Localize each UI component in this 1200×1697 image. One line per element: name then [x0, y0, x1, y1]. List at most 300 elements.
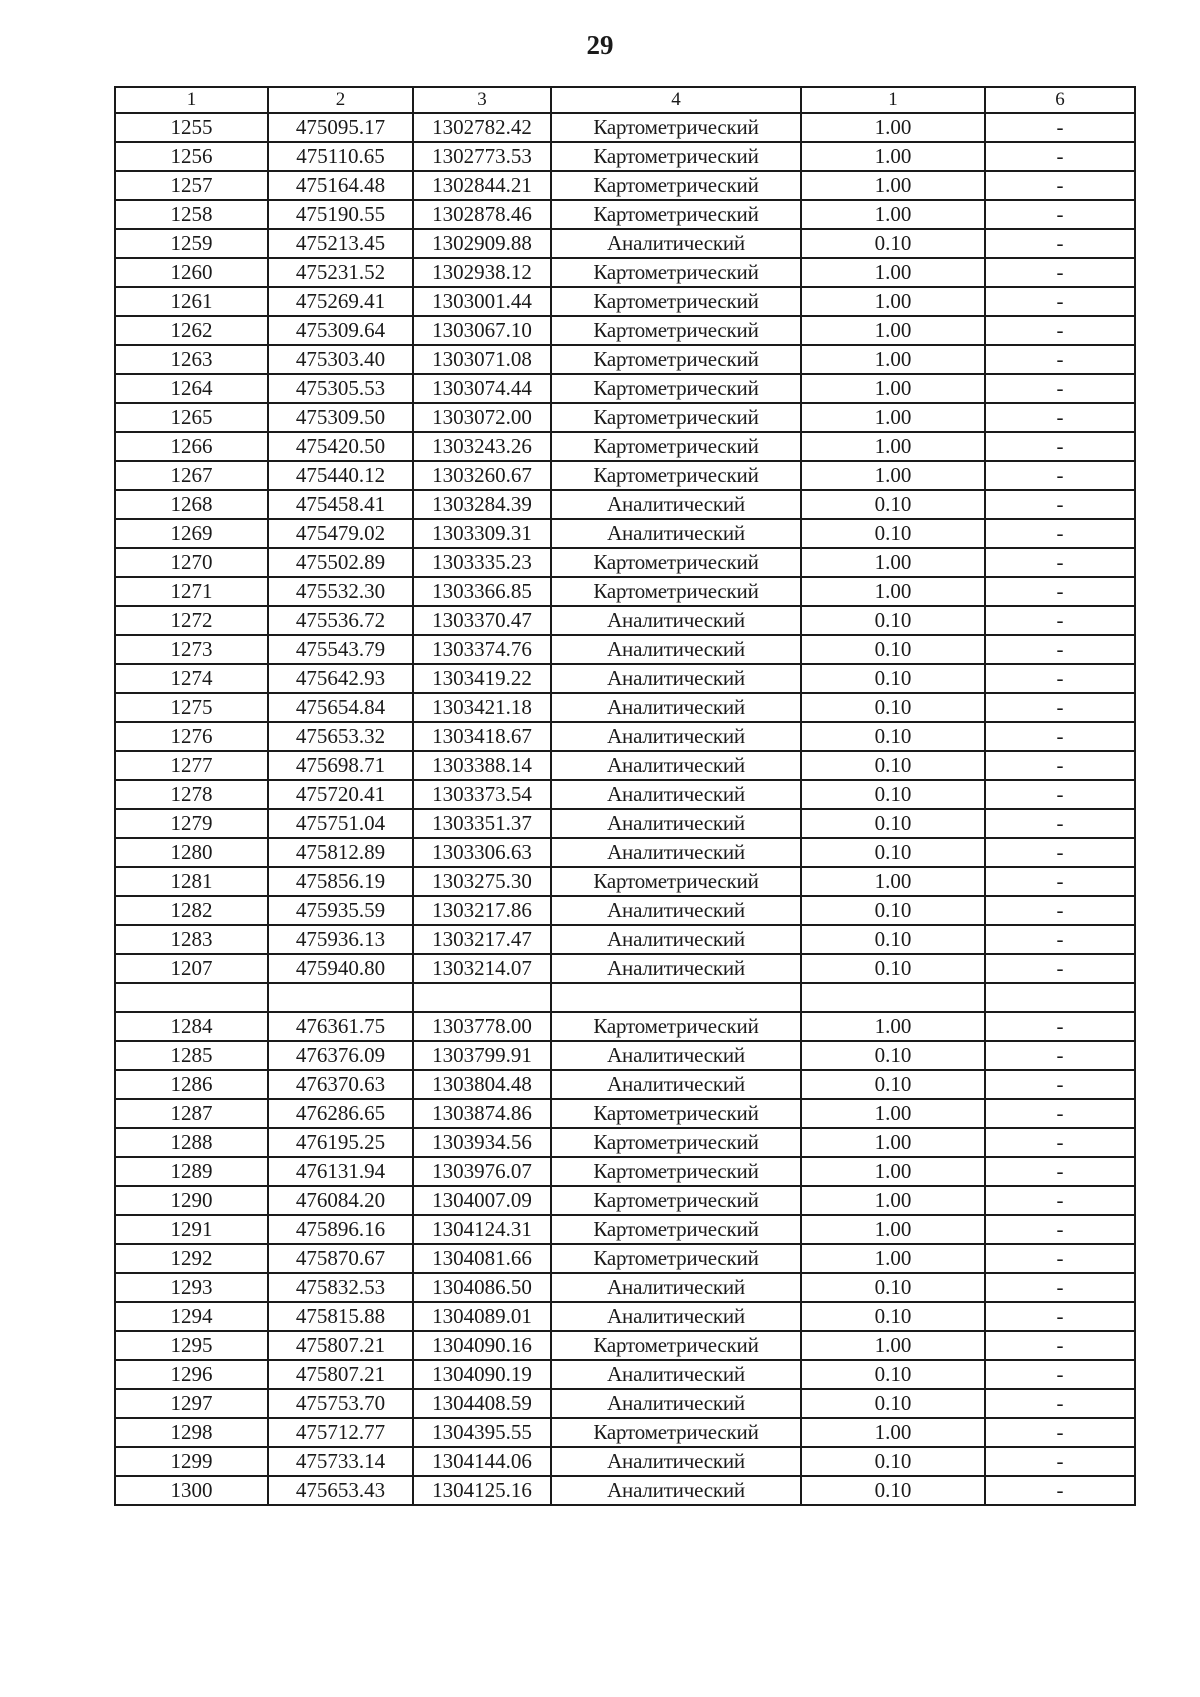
point-number-cell: 1256	[115, 142, 268, 171]
table-row	[115, 838, 1135, 867]
point-number-cell: 1265	[115, 403, 268, 432]
accuracy-cell: 0.10	[801, 664, 985, 693]
point-number-cell: 1268	[115, 490, 268, 519]
accuracy-cell: 0.10	[801, 896, 985, 925]
note-cell: -	[985, 1099, 1135, 1128]
note-cell: -	[985, 316, 1135, 345]
method-cell: Картометрический	[551, 577, 801, 606]
x-coordinate-cell: 475303.40	[268, 345, 413, 374]
table-row	[115, 171, 1135, 200]
x-coordinate-cell: 475653.32	[268, 722, 413, 751]
table-row	[115, 142, 1135, 171]
y-coordinate-cell: 1303934.56	[413, 1128, 551, 1157]
point-number-cell: 1282	[115, 896, 268, 925]
y-coordinate-cell: 1303260.67	[413, 461, 551, 490]
note-cell: -	[985, 1302, 1135, 1331]
note-cell: -	[985, 432, 1135, 461]
point-number-cell: 1269	[115, 519, 268, 548]
note-cell: -	[985, 838, 1135, 867]
y-coordinate-cell: 1304408.59	[413, 1389, 551, 1418]
x-coordinate-cell: 475164.48	[268, 171, 413, 200]
note-cell: -	[985, 896, 1135, 925]
point-number-cell: 1266	[115, 432, 268, 461]
note-cell: -	[985, 142, 1135, 171]
point-number-cell: 1279	[115, 809, 268, 838]
table-row	[115, 896, 1135, 925]
x-coordinate-cell: 475458.41	[268, 490, 413, 519]
table-row	[115, 287, 1135, 316]
point-number-cell: 1299	[115, 1447, 268, 1476]
method-cell: Аналитический	[551, 1041, 801, 1070]
method-cell: Аналитический	[551, 606, 801, 635]
method-cell: Картометрический	[551, 113, 801, 142]
point-number-cell: 1277	[115, 751, 268, 780]
point-number-cell: 1291	[115, 1215, 268, 1244]
x-coordinate-cell: 475420.50	[268, 432, 413, 461]
method-cell: Аналитический	[551, 1273, 801, 1302]
point-number-cell: 1274	[115, 664, 268, 693]
note-cell: -	[985, 490, 1135, 519]
column-header: 1	[801, 87, 985, 113]
y-coordinate-cell	[413, 983, 551, 1012]
x-coordinate-cell: 475753.70	[268, 1389, 413, 1418]
x-coordinate-cell: 475812.89	[268, 838, 413, 867]
table-row	[115, 954, 1135, 983]
accuracy-cell: 0.10	[801, 1389, 985, 1418]
x-coordinate-cell: 475309.50	[268, 403, 413, 432]
x-coordinate-cell: 476131.94	[268, 1157, 413, 1186]
method-cell: Картометрический	[551, 171, 801, 200]
note-cell: -	[985, 925, 1135, 954]
accuracy-cell: 1.00	[801, 1215, 985, 1244]
point-number-cell: 1283	[115, 925, 268, 954]
table-row	[115, 1389, 1135, 1418]
point-number-cell: 1263	[115, 345, 268, 374]
method-cell: Картометрический	[551, 1099, 801, 1128]
accuracy-cell: 1.00	[801, 258, 985, 287]
x-coordinate-cell: 475110.65	[268, 142, 413, 171]
y-coordinate-cell: 1303335.23	[413, 548, 551, 577]
y-coordinate-cell: 1302844.21	[413, 171, 551, 200]
y-coordinate-cell: 1303217.47	[413, 925, 551, 954]
y-coordinate-cell: 1302909.88	[413, 229, 551, 258]
note-cell: -	[985, 345, 1135, 374]
y-coordinate-cell: 1303214.07	[413, 954, 551, 983]
point-number-cell: 1275	[115, 693, 268, 722]
x-coordinate-cell: 475502.89	[268, 548, 413, 577]
accuracy-cell: 1.00	[801, 432, 985, 461]
note-cell: -	[985, 1331, 1135, 1360]
x-coordinate-cell: 475720.41	[268, 780, 413, 809]
method-cell: Аналитический	[551, 838, 801, 867]
x-coordinate-cell: 475642.93	[268, 664, 413, 693]
y-coordinate-cell: 1303074.44	[413, 374, 551, 403]
y-coordinate-cell: 1303799.91	[413, 1041, 551, 1070]
accuracy-cell: 0.10	[801, 838, 985, 867]
accuracy-cell: 1.00	[801, 461, 985, 490]
accuracy-cell: 0.10	[801, 1447, 985, 1476]
y-coordinate-cell: 1303778.00	[413, 1012, 551, 1041]
point-number-cell: 1260	[115, 258, 268, 287]
method-cell: Картометрический	[551, 1215, 801, 1244]
table-row	[115, 577, 1135, 606]
x-coordinate-cell: 475815.88	[268, 1302, 413, 1331]
accuracy-cell: 1.00	[801, 287, 985, 316]
point-number-cell: 1287	[115, 1099, 268, 1128]
method-cell: Картометрический	[551, 403, 801, 432]
method-cell: Аналитический	[551, 693, 801, 722]
table-row	[115, 548, 1135, 577]
note-cell: -	[985, 606, 1135, 635]
y-coordinate-cell: 1303001.44	[413, 287, 551, 316]
x-coordinate-cell: 475653.43	[268, 1476, 413, 1505]
table-row	[115, 345, 1135, 374]
point-number-cell	[115, 983, 268, 1012]
accuracy-cell: 0.10	[801, 954, 985, 983]
y-coordinate-cell: 1303419.22	[413, 664, 551, 693]
point-number-cell: 1257	[115, 171, 268, 200]
point-number-cell: 1276	[115, 722, 268, 751]
accuracy-cell: 1.00	[801, 374, 985, 403]
accuracy-cell: 0.10	[801, 606, 985, 635]
point-number-cell: 1294	[115, 1302, 268, 1331]
note-cell: -	[985, 780, 1135, 809]
method-cell: Картометрический	[551, 1244, 801, 1273]
y-coordinate-cell: 1303366.85	[413, 577, 551, 606]
table-row	[115, 925, 1135, 954]
point-number-cell: 1264	[115, 374, 268, 403]
table-row	[115, 1476, 1135, 1505]
point-number-cell: 1271	[115, 577, 268, 606]
note-cell: -	[985, 1244, 1135, 1273]
note-cell: -	[985, 171, 1135, 200]
note-cell: -	[985, 1186, 1135, 1215]
note-cell: -	[985, 722, 1135, 751]
x-coordinate-cell: 475305.53	[268, 374, 413, 403]
method-cell: Картометрический	[551, 1418, 801, 1447]
table-row	[115, 374, 1135, 403]
column-header: 4	[551, 87, 801, 113]
x-coordinate-cell: 475440.12	[268, 461, 413, 490]
note-cell: -	[985, 635, 1135, 664]
accuracy-cell: 1.00	[801, 113, 985, 142]
method-cell: Аналитический	[551, 635, 801, 664]
accuracy-cell: 0.10	[801, 722, 985, 751]
x-coordinate-cell: 475269.41	[268, 287, 413, 316]
method-cell: Картометрический	[551, 200, 801, 229]
y-coordinate-cell: 1304081.66	[413, 1244, 551, 1273]
method-cell: Аналитический	[551, 722, 801, 751]
y-coordinate-cell: 1303275.30	[413, 867, 551, 896]
accuracy-cell: 0.10	[801, 229, 985, 258]
table-row	[115, 1360, 1135, 1389]
note-cell: -	[985, 1273, 1135, 1302]
point-number-cell: 1288	[115, 1128, 268, 1157]
method-cell: Аналитический	[551, 1070, 801, 1099]
method-cell: Картометрический	[551, 316, 801, 345]
x-coordinate-cell: 476286.65	[268, 1099, 413, 1128]
column-header: 6	[985, 87, 1135, 113]
table-row	[115, 1447, 1135, 1476]
x-coordinate-cell: 475733.14	[268, 1447, 413, 1476]
y-coordinate-cell: 1303804.48	[413, 1070, 551, 1099]
table-row	[115, 1273, 1135, 1302]
coordinates-table	[114, 86, 1136, 1506]
x-coordinate-cell: 475832.53	[268, 1273, 413, 1302]
note-cell: -	[985, 1012, 1135, 1041]
note-cell: -	[985, 1418, 1135, 1447]
table-row	[115, 1099, 1135, 1128]
x-coordinate-cell: 475231.52	[268, 258, 413, 287]
x-coordinate-cell: 475532.30	[268, 577, 413, 606]
x-coordinate-cell: 475190.55	[268, 200, 413, 229]
table-body	[115, 113, 1135, 1505]
y-coordinate-cell: 1304125.16	[413, 1476, 551, 1505]
x-coordinate-cell: 475807.21	[268, 1360, 413, 1389]
accuracy-cell: 0.10	[801, 635, 985, 664]
table-row	[115, 1302, 1135, 1331]
note-cell: -	[985, 954, 1135, 983]
note-cell: -	[985, 1157, 1135, 1186]
accuracy-cell: 1.00	[801, 577, 985, 606]
method-cell: Аналитический	[551, 954, 801, 983]
accuracy-cell: 1.00	[801, 171, 985, 200]
note-cell: -	[985, 1447, 1135, 1476]
point-number-cell: 1300	[115, 1476, 268, 1505]
point-number-cell: 1261	[115, 287, 268, 316]
table-row	[115, 635, 1135, 664]
x-coordinate-cell: 475698.71	[268, 751, 413, 780]
method-cell: Картометрический	[551, 374, 801, 403]
method-cell: Картометрический	[551, 142, 801, 171]
accuracy-cell: 1.00	[801, 1186, 985, 1215]
accuracy-cell: 0.10	[801, 519, 985, 548]
x-coordinate-cell: 475213.45	[268, 229, 413, 258]
note-cell: -	[985, 1389, 1135, 1418]
point-number-cell: 1280	[115, 838, 268, 867]
y-coordinate-cell: 1304090.16	[413, 1331, 551, 1360]
y-coordinate-cell: 1303874.86	[413, 1099, 551, 1128]
accuracy-cell: 0.10	[801, 1273, 985, 1302]
note-cell: -	[985, 751, 1135, 780]
accuracy-cell: 1.00	[801, 403, 985, 432]
method-cell: Картометрический	[551, 287, 801, 316]
x-coordinate-cell: 476195.25	[268, 1128, 413, 1157]
y-coordinate-cell: 1302782.42	[413, 113, 551, 142]
y-coordinate-cell: 1302773.53	[413, 142, 551, 171]
method-cell: Аналитический	[551, 925, 801, 954]
note-cell: -	[985, 113, 1135, 142]
x-coordinate-cell: 475712.77	[268, 1418, 413, 1447]
note-cell: -	[985, 1215, 1135, 1244]
method-cell: Аналитический	[551, 751, 801, 780]
accuracy-cell: 1.00	[801, 142, 985, 171]
point-number-cell: 1258	[115, 200, 268, 229]
table-row	[115, 751, 1135, 780]
method-cell: Аналитический	[551, 490, 801, 519]
method-cell: Картометрический	[551, 1012, 801, 1041]
y-coordinate-cell: 1303067.10	[413, 316, 551, 345]
method-cell: Картометрический	[551, 867, 801, 896]
method-cell: Аналитический	[551, 1447, 801, 1476]
y-coordinate-cell: 1304090.19	[413, 1360, 551, 1389]
point-number-cell: 1262	[115, 316, 268, 345]
x-coordinate-cell: 476370.63	[268, 1070, 413, 1099]
point-number-cell: 1267	[115, 461, 268, 490]
point-number-cell: 1270	[115, 548, 268, 577]
point-number-cell: 1285	[115, 1041, 268, 1070]
x-coordinate-cell	[268, 983, 413, 1012]
y-coordinate-cell: 1303217.86	[413, 896, 551, 925]
note-cell: -	[985, 693, 1135, 722]
note-cell: -	[985, 1070, 1135, 1099]
x-coordinate-cell: 475870.67	[268, 1244, 413, 1273]
accuracy-cell: 0.10	[801, 490, 985, 519]
table-row	[115, 432, 1135, 461]
point-number-cell: 1290	[115, 1186, 268, 1215]
method-cell	[551, 983, 801, 1012]
note-cell: -	[985, 548, 1135, 577]
x-coordinate-cell: 475751.04	[268, 809, 413, 838]
x-coordinate-cell: 475935.59	[268, 896, 413, 925]
point-number-cell: 1286	[115, 1070, 268, 1099]
y-coordinate-cell: 1304124.31	[413, 1215, 551, 1244]
accuracy-cell: 1.00	[801, 1128, 985, 1157]
y-coordinate-cell: 1303072.00	[413, 403, 551, 432]
accuracy-cell: 0.10	[801, 1302, 985, 1331]
y-coordinate-cell: 1303306.63	[413, 838, 551, 867]
point-number-cell: 1278	[115, 780, 268, 809]
note-cell: -	[985, 664, 1135, 693]
x-coordinate-cell: 476361.75	[268, 1012, 413, 1041]
y-coordinate-cell: 1303421.18	[413, 693, 551, 722]
table-row	[115, 519, 1135, 548]
table-row	[115, 1331, 1135, 1360]
point-number-cell: 1281	[115, 867, 268, 896]
note-cell: -	[985, 519, 1135, 548]
table-row	[115, 1041, 1135, 1070]
y-coordinate-cell: 1302878.46	[413, 200, 551, 229]
method-cell: Аналитический	[551, 519, 801, 548]
point-number-cell: 1259	[115, 229, 268, 258]
method-cell: Картометрический	[551, 1128, 801, 1157]
y-coordinate-cell: 1303373.54	[413, 780, 551, 809]
note-cell: -	[985, 577, 1135, 606]
table-row	[115, 1012, 1135, 1041]
point-number-cell: 1289	[115, 1157, 268, 1186]
accuracy-cell: 1.00	[801, 867, 985, 896]
accuracy-cell: 0.10	[801, 1041, 985, 1070]
table-row	[115, 867, 1135, 896]
y-coordinate-cell: 1303370.47	[413, 606, 551, 635]
point-number-cell: 1297	[115, 1389, 268, 1418]
y-coordinate-cell: 1303374.76	[413, 635, 551, 664]
table-row	[115, 664, 1135, 693]
method-cell: Картометрический	[551, 1157, 801, 1186]
note-cell: -	[985, 1041, 1135, 1070]
note-cell: -	[985, 867, 1135, 896]
accuracy-cell: 0.10	[801, 809, 985, 838]
note-cell	[985, 983, 1135, 1012]
point-number-cell: 1293	[115, 1273, 268, 1302]
table-row	[115, 1186, 1135, 1215]
method-cell: Картометрический	[551, 432, 801, 461]
accuracy-cell: 1.00	[801, 316, 985, 345]
method-cell: Картометрический	[551, 461, 801, 490]
table-row	[115, 1244, 1135, 1273]
accuracy-cell: 0.10	[801, 780, 985, 809]
x-coordinate-cell: 475536.72	[268, 606, 413, 635]
table-row	[115, 229, 1135, 258]
point-number-cell: 1255	[115, 113, 268, 142]
table-row	[115, 316, 1135, 345]
method-cell: Аналитический	[551, 1476, 801, 1505]
table-row	[115, 461, 1135, 490]
note-cell: -	[985, 461, 1135, 490]
note-cell: -	[985, 1128, 1135, 1157]
note-cell: -	[985, 1360, 1135, 1389]
method-cell: Аналитический	[551, 896, 801, 925]
page-number: 29	[586, 30, 614, 60]
method-cell: Аналитический	[551, 229, 801, 258]
y-coordinate-cell: 1304089.01	[413, 1302, 551, 1331]
y-coordinate-cell: 1303388.14	[413, 751, 551, 780]
point-number-cell: 1284	[115, 1012, 268, 1041]
accuracy-cell: 1.00	[801, 345, 985, 374]
y-coordinate-cell: 1303976.07	[413, 1157, 551, 1186]
accuracy-cell: 1.00	[801, 1099, 985, 1128]
accuracy-cell: 1.00	[801, 548, 985, 577]
x-coordinate-cell: 476084.20	[268, 1186, 413, 1215]
accuracy-cell: 0.10	[801, 751, 985, 780]
point-number-cell: 1272	[115, 606, 268, 635]
y-coordinate-cell: 1303351.37	[413, 809, 551, 838]
accuracy-cell: 1.00	[801, 1331, 985, 1360]
table-row	[115, 722, 1135, 751]
table-row	[115, 490, 1135, 519]
accuracy-cell: 0.10	[801, 925, 985, 954]
point-number-cell: 1296	[115, 1360, 268, 1389]
method-cell: Картометрический	[551, 1331, 801, 1360]
accuracy-cell: 1.00	[801, 1012, 985, 1041]
table-row	[115, 983, 1135, 1012]
method-cell: Аналитический	[551, 664, 801, 693]
note-cell: -	[985, 229, 1135, 258]
column-header: 3	[413, 87, 551, 113]
note-cell: -	[985, 809, 1135, 838]
point-number-cell: 1273	[115, 635, 268, 664]
table-row	[115, 780, 1135, 809]
table-header-row	[115, 87, 1135, 113]
y-coordinate-cell: 1304086.50	[413, 1273, 551, 1302]
x-coordinate-cell: 475856.19	[268, 867, 413, 896]
y-coordinate-cell: 1303243.26	[413, 432, 551, 461]
point-number-cell: 1207	[115, 954, 268, 983]
accuracy-cell: 1.00	[801, 1418, 985, 1447]
table-row	[115, 1157, 1135, 1186]
accuracy-cell	[801, 983, 985, 1012]
method-cell: Аналитический	[551, 1302, 801, 1331]
table-row	[115, 693, 1135, 722]
point-number-cell: 1292	[115, 1244, 268, 1273]
accuracy-cell: 0.10	[801, 693, 985, 722]
accuracy-cell: 0.10	[801, 1476, 985, 1505]
accuracy-cell: 0.10	[801, 1360, 985, 1389]
accuracy-cell: 1.00	[801, 200, 985, 229]
y-coordinate-cell: 1303284.39	[413, 490, 551, 519]
accuracy-cell: 1.00	[801, 1157, 985, 1186]
method-cell: Картометрический	[551, 345, 801, 374]
